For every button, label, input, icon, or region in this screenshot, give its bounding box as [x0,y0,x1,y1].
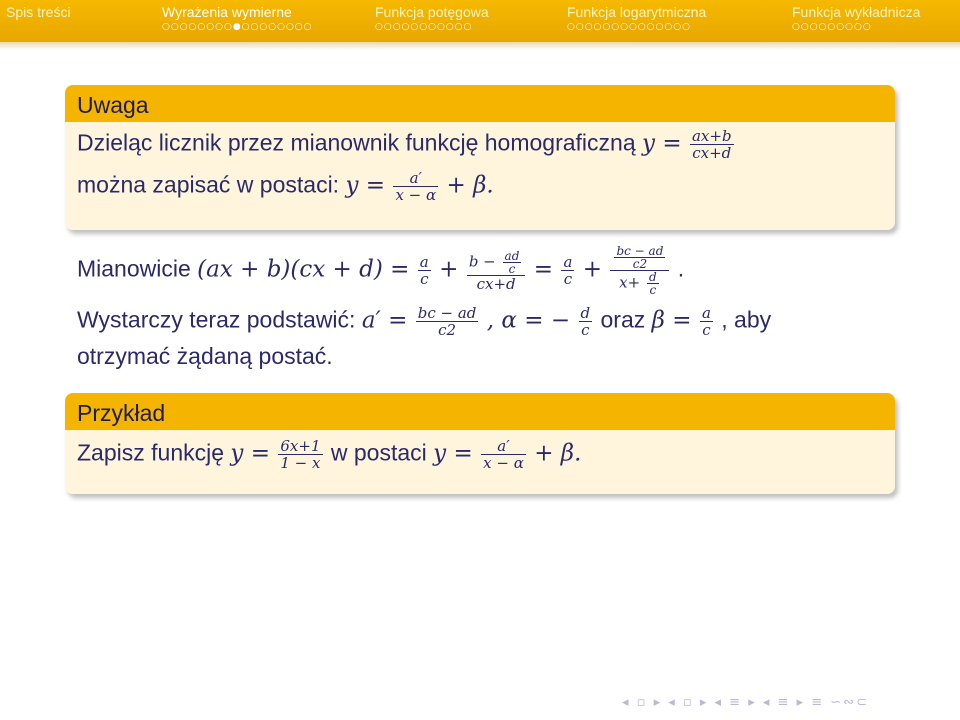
frac-den: 1 − x [280,454,321,472]
frac-den: x − α [483,454,524,472]
text-wystarczy: Wystarczy teraz podstawić: [77,306,356,333]
frac-den [610,271,669,296]
frac-den: c [420,270,429,288]
body-line-4 [77,305,771,338]
frac-a-over-c [418,254,431,287]
frac-den: c [563,270,573,288]
frac-num [467,250,526,276]
frac-a-over-c-beta [700,305,713,338]
nav-dots-wykladnicza[interactable]: ○○○○○○○○○ [792,22,872,32]
uwaga-line-2-text: można zapisać w postaci: [77,171,340,198]
frac-den: c [649,283,657,297]
uwaga-title: Uwaga [65,85,895,122]
uwaga-line-2-math: y = [345,172,386,199]
text-mianowicie: Mianowicie [77,255,191,282]
uwaga-line-1-text: Dzieląc licznik przez mianownik funkcję homograficzną [77,129,636,156]
uwaga-line-2 [77,170,494,203]
przyklad-title: Przykład [65,393,895,430]
math-y-eq: y = [230,440,270,467]
frac-den: cx+d [692,144,732,162]
frac-num: a′ [393,170,438,187]
frac-bcad-c2-main [416,305,479,338]
uwaga-block [65,85,895,230]
nav-dots-potegowa[interactable]: ○○○○○○○○○○○ [375,22,473,32]
uwaga-body [65,122,895,230]
nav-section-wykladnicza[interactable]: Funkcja wykładnicza [792,4,921,20]
frac-a-prime [393,170,438,203]
frac-a-over-c-2 [561,254,574,287]
frac-d-over-c [579,305,593,338]
nav-section-logarytmiczna[interactable]: Funkcja logarytmiczna [567,4,707,20]
frac-num: ad [504,248,520,263]
text-w-postaci: w postaci [330,439,427,466]
navigation-bar [0,0,960,42]
frac-num: ax+b [691,127,732,145]
frac-num [610,245,669,271]
text-zapisz: Zapisz funkcję [77,439,225,466]
frac-den: c [508,261,516,276]
body-line-3 [77,245,684,296]
math-tail: + β. [534,440,582,467]
body-line-5 [77,343,333,370]
frac-den: c [581,321,590,339]
frac-ad-c [503,250,522,275]
nav-section-wyrazenia[interactable]: Wyrażenia wymierne [162,4,292,20]
uwaga-line-1 [77,128,736,161]
nav-dots-wyrazenia[interactable]: ○○○○○○○○●○○○○○○○○ [162,22,313,32]
math-a-prime: a′ = [361,307,408,334]
frac-num: d [648,270,657,284]
nav-section-potegowa[interactable]: Funkcja potęgowa [375,4,489,20]
period: . [677,255,685,282]
frac-num: 6x+1 [280,437,321,455]
frac-num: a [563,253,573,271]
uwaga-line-2-tail: + β. [446,172,494,199]
frac-d-c [647,271,659,296]
frac-den: cx+d [476,274,516,293]
frac-num: bc − ad [616,244,664,258]
nav-section-spis[interactable]: Spis treści [6,4,71,20]
math-product: (ax + b)(cx + d) = [197,256,410,283]
frac-6x1 [278,438,322,471]
equals-sign: = [533,256,554,283]
przyklad-body [65,430,895,494]
plus-sign: + [439,256,459,283]
frac-num: a′ [481,438,526,455]
frac-nested-last [610,245,669,296]
frac-num: d [580,304,591,322]
nav-dots-logarytmiczna[interactable]: ○○○○○○○○○○○○○○ [567,22,691,32]
frac-den: c2 [438,321,457,339]
math-y-eq-2: y = [433,440,473,467]
frac-b-minus [467,250,526,292]
frac-den: x − α [395,186,437,204]
text-oraz: oraz [600,306,646,333]
text-otrzymac: otrzymać żądaną postać. [77,343,333,369]
frac-a-prime-2 [481,438,526,471]
num-lead: b − [468,252,496,270]
frac-num: a [701,304,711,322]
frac-homographic [690,128,734,161]
frac-bcad-c2 [614,245,665,270]
frac-den: c2 [632,257,648,271]
den-lead: x+ [619,273,641,292]
plus-sign-2: + [582,256,603,283]
przyklad-line [77,438,581,471]
text-aby: , aby [721,306,772,333]
przyklad-block [65,393,895,494]
beamer-navigation-controls[interactable]: ◂ ▫ ▸ ◂ ▫ ▸ ◂ ≡ ▸ ◂ ≡ ▸ ≡ ∽∾⊂ [622,695,869,710]
frac-num: a [419,253,429,271]
navbar-shadow [0,42,960,50]
math-beta: β = [651,307,692,334]
frac-den: c [702,321,711,339]
frac-num: bc − ad [417,304,477,322]
uwaga-line-1-math: y = [642,130,682,157]
math-alpha: , α = − [486,307,571,334]
